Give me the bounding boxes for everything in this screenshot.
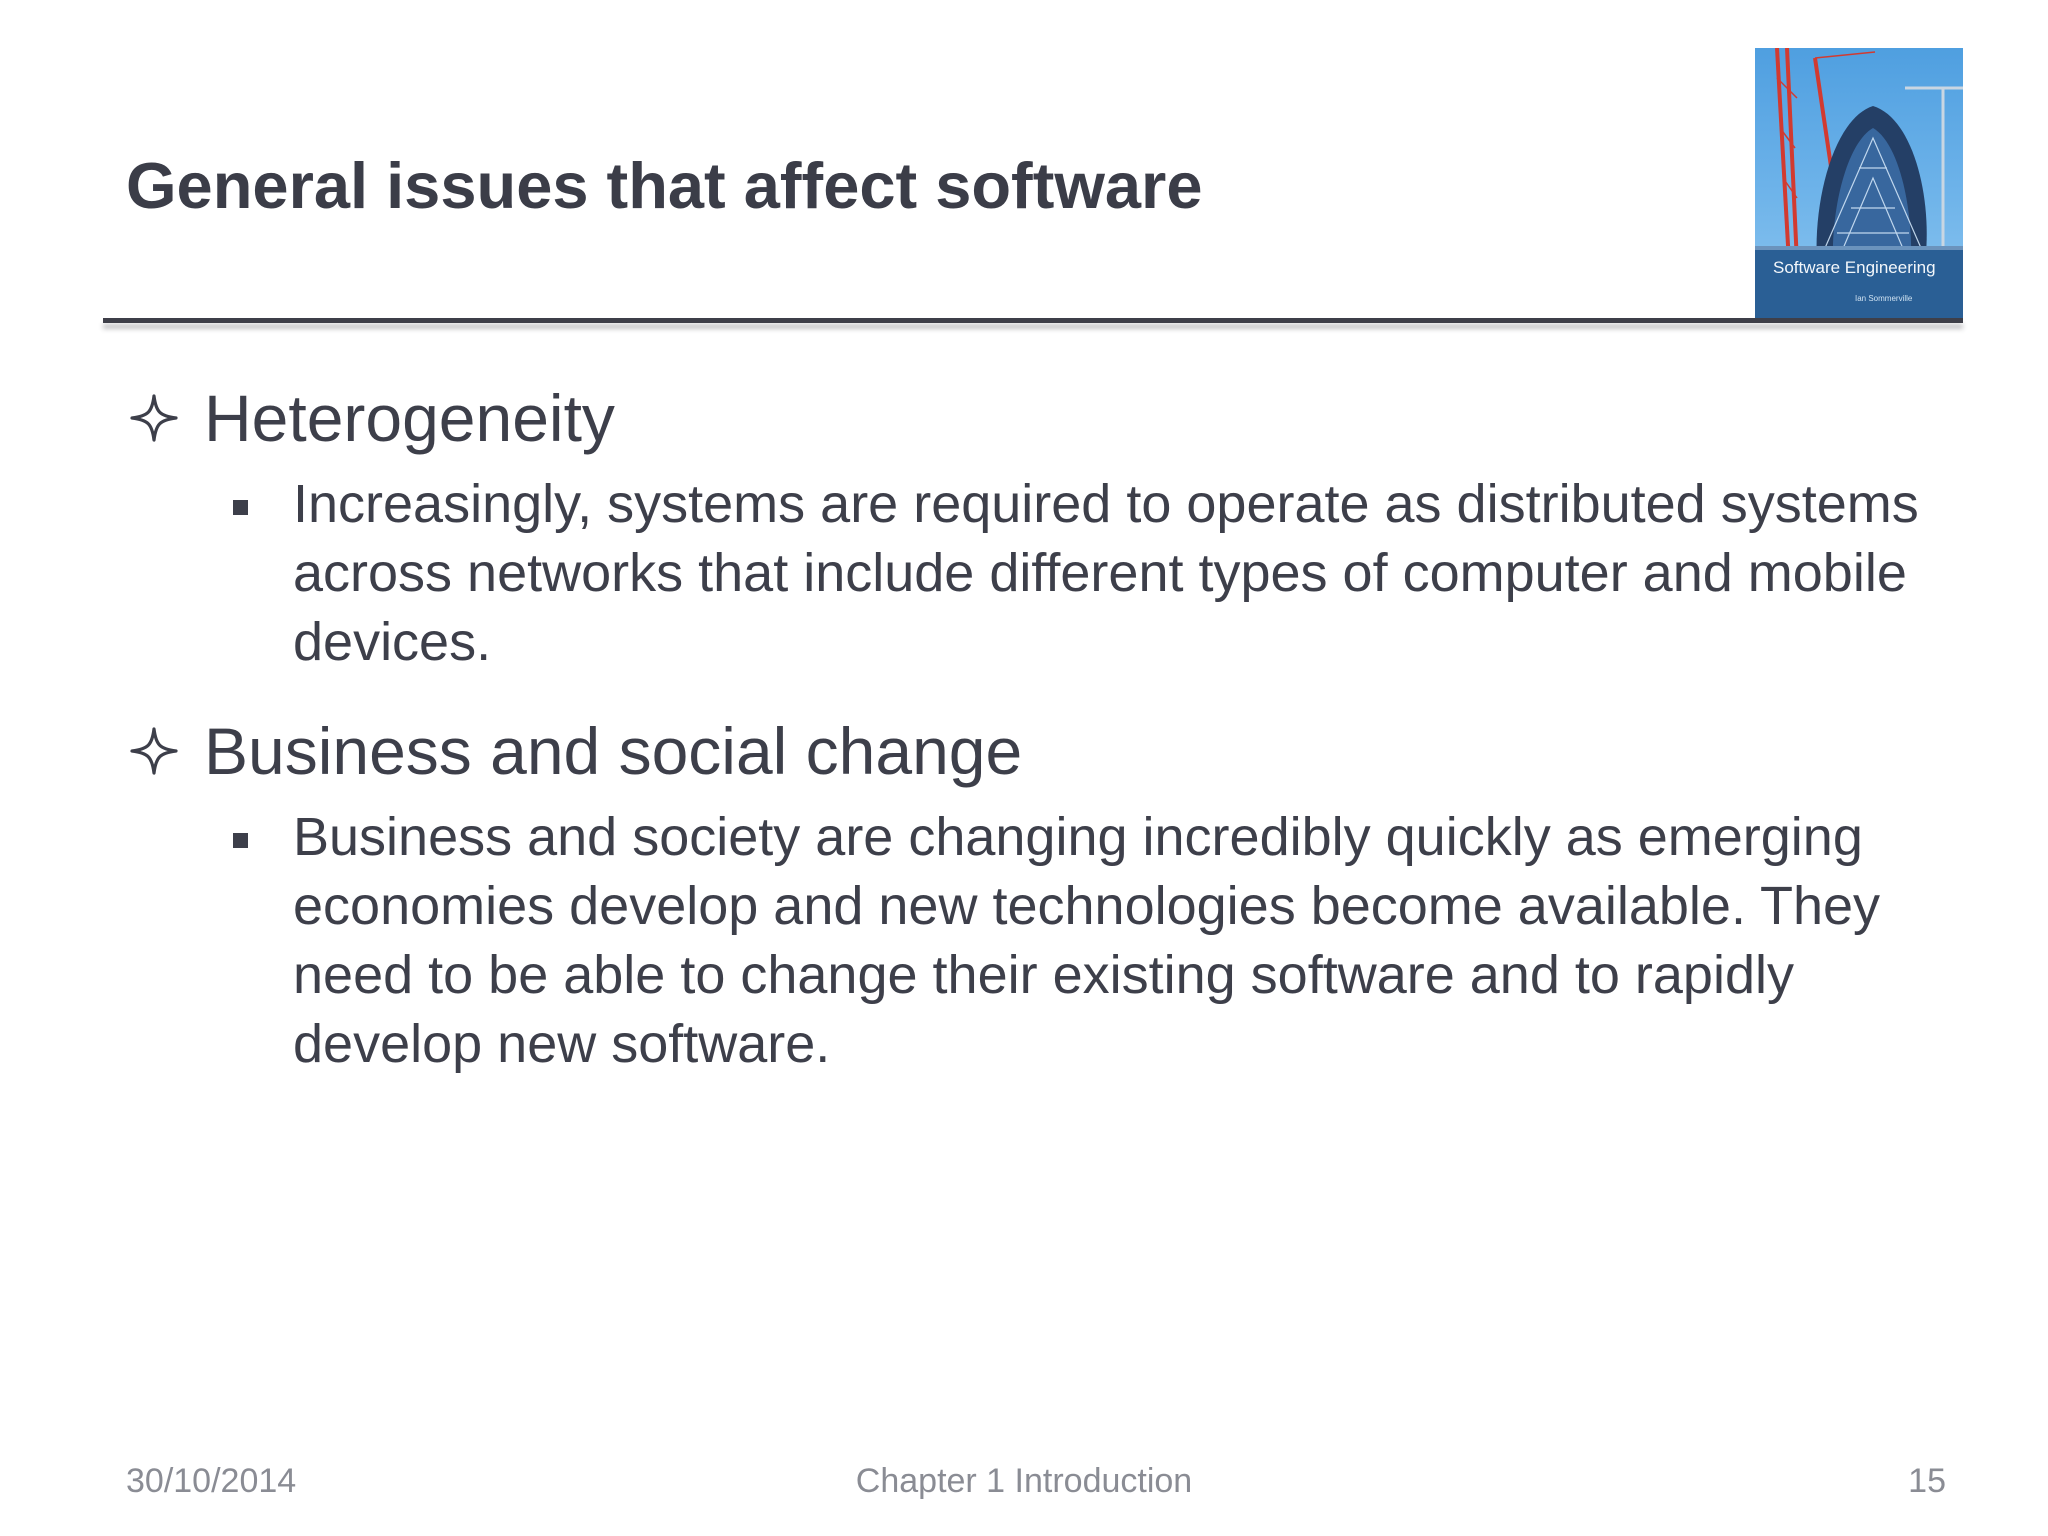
bullet-heading: Heterogeneity <box>204 381 615 455</box>
slide-body <box>126 378 1956 1079</box>
bullet-heading: Business and social change <box>204 714 1023 788</box>
cover-book-title: Software Engineering <box>1773 258 1936 277</box>
footer-chapter: Chapter 1 Introduction <box>855 1462 1193 1500</box>
footer-page-number: 15 <box>1908 1462 1946 1500</box>
cover-author: Ian Sommerville <box>1855 294 1913 303</box>
bullet-level-2 <box>126 470 1956 677</box>
four-point-star-outline-icon <box>126 378 182 458</box>
book-cover-image <box>1755 48 1963 321</box>
square-bullet-icon <box>233 833 248 848</box>
building-illustration <box>1755 48 1963 321</box>
bullet-text: Business and society are changing incredibly quickly as emerging economies develop and new technologies become available. They need to be able to change their existing software and to rapidly develop new software. <box>293 807 1881 1074</box>
four-point-star-outline-icon <box>126 711 182 791</box>
bullet-level-1 <box>126 378 1956 458</box>
bullet-level-1 <box>126 711 1956 791</box>
bullet-level-2 <box>126 803 1956 1079</box>
slide-title: General issues that affect software <box>126 149 1203 222</box>
bullet-text: Increasingly, systems are required to operate as distributed systems across networks that include different types of computer and mobile devices. <box>293 474 1919 672</box>
title-divider <box>103 318 1963 323</box>
square-bullet-icon <box>233 500 248 515</box>
footer-date: 30/10/2014 <box>126 1462 297 1500</box>
